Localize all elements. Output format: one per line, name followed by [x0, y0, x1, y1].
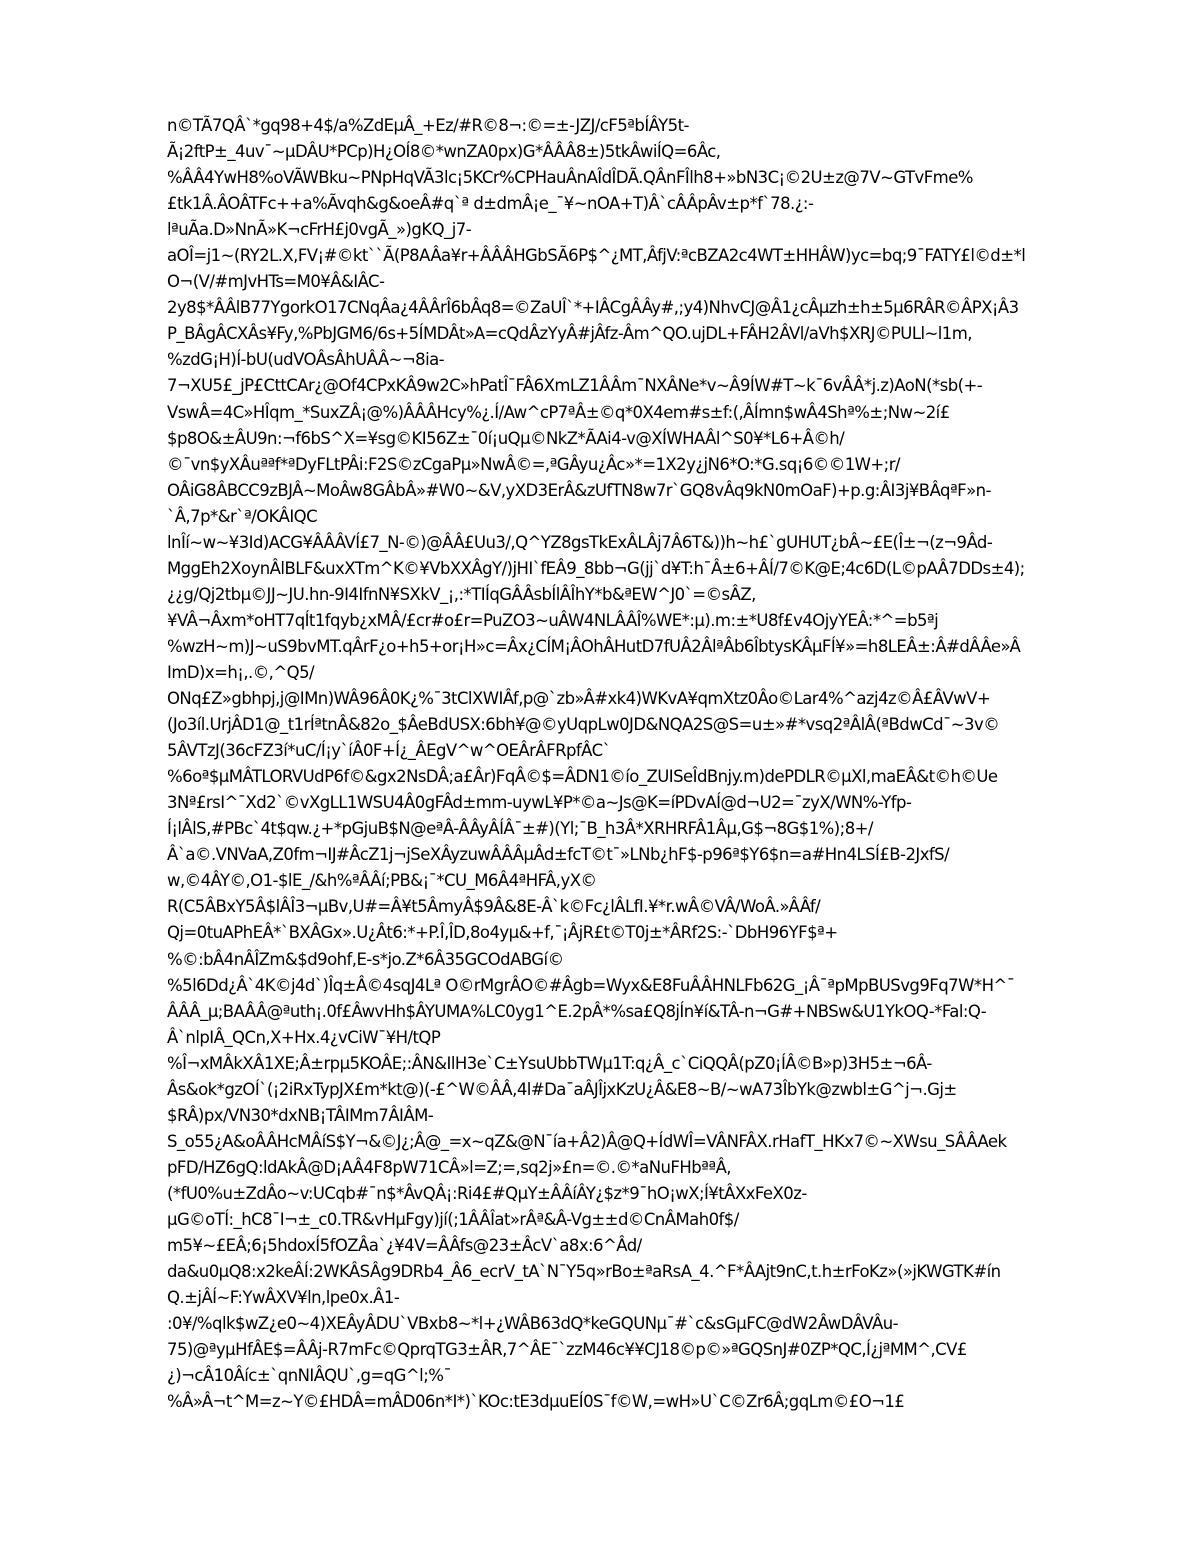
text-line: ¿)¬cÂ10Âíc±`qnNIÂQU`,g=qG^l;%¯ — [167, 1366, 452, 1386]
text-line: 5ÂVTzJ(36cFZ3í*uC/Í¡y`íÂ0F+Í¿_ÂEgV^w^OEÂrÂFRpfÂC` — [167, 741, 611, 761]
text-line: 75)@ªyµHfÂE$=ÂÂj-R7mFc©QprqTG3±ÂR,7^ÂE¯`zzM46c¥¥CJ18©p©»ªGQSnJ#0ZP*QC,Í¿jªMM^,CV£ — [167, 1340, 967, 1360]
text-line: %Â»Â¬t^M=z~Y©£HDÂ=mÂD06n*I*)`KOc:tE3dµuEÍ0S¯f©W,=wH»U`C©Zr6Â;gqLm©£O¬1£ — [167, 1392, 905, 1412]
text-line: Í¡lÂlS,#PBc`4t$qw.¿+*pGjuB$N@eªÂ-ÂÂyÂÍÂ¯±#)(Yl;¯B_h3Â*XRHRFÂ1Âµ,G$¬8G$1%);8+/ — [167, 819, 873, 839]
text-line: Âs&ok*gzOÍ`(¡2iRxTypJX£m*kt@)(-£^W©ÂÂ,4l#Da¯aÂJÎjxKzU¿Â&E8~B/~wA73ÎbYk@zwbl±G^j¬.Gj± — [167, 1079, 957, 1099]
text-line: £tk1Â.ÂOÂTFc++a%Ãvqh&g&oeÂ#q`ª d±dmÂ¡e_¯¥~nOA+T)Â`cÂÂpÂv±p*f`78.¿:- — [167, 194, 814, 214]
text-line: (Jo3íl.UrjÂD1@_t1rÍªtnÂ&82o_$ÂeBdUSX:6bh¥@©yUqpLw0JD&NQA2S@S=u±»#*vsq2ªÂlÂ(ªBdwCd¯~3v© — [167, 715, 1000, 735]
text-line — [167, 1441, 1117, 1467]
text-line: lªuÃa.D»NnÃ»K¬cFrH£j0vgÃ_»)gKQ_j7- — [167, 220, 472, 240]
text-line: Â`a©.VNVaA,Z0fm¬IJ#ÂcZ1j¬jSeXÂyzuwÂÂÂµÂd±fcT©t¯»LNb¿hF$-p96ª$Y6$n=a#Hn4LSÍ£B-2JxfS/ — [167, 845, 950, 865]
text-line: aOÎ=j1~(RY2L.X,FV¡#©kt``Ã(P8AÂa¥r+ÂÂÂHGbSÃ6P$^¿MT,ÂfjV:ªcBZA2c4WT±HHÂW)yc=bq;9¯FATY£l©d±*l — [167, 246, 1026, 266]
text-line: ÂÂÂ_µ;BAÂÂ@ªuth¡.0f£ÂwvHh$ÂYUMA%LC0yg1^E.2pÂ*%sa£Q8jÍn¥í&TÂ-n¬G#+NBSw&U1YkOQ-*Fal:Q- — [167, 1001, 987, 1021]
text-line: (*fU0%u±ZdÂo~v:UCqb#¯n$*ÂvQÂ¡:Ri4£#QµY±ÂÂíÂY¿$z*9¯hO¡wX;Í¥tÂXxFeX0z- — [167, 1183, 807, 1203]
text-line: da&u0µQ8:x2keÂÍ:2WKÂSÂg9DRb4_Â6_ecrV_tA`N¯Y5q»rBo±ªaRsA_4.^F*ÂAjt9nC,t.h±rFoKz»(»jKWGTK#ín — [167, 1262, 1001, 1282]
text-line: O¬(V/#mJvHTs=M0¥Â&IÂC- — [167, 272, 385, 292]
text-line: lnÎí~w~¥3Id)ACG¥ÂÂÂVÍ£7_N-©)@ÂÂ£Uu3/,Q^YZ8gsTkExÂLÂj7Â6T&))h~h£`gUHUT¿bÂ~£E(Î±¬(z¬9Âd- — [167, 532, 993, 552]
text-line: MggEh2XoynÂlBLF&uxXTm^K©¥VbXXÂgY/)jHI`fEÂ9_8bb¬G(jj`d¥T:h¯Â±6+ÂÍ/7©K@E;4c6D(L©pAÂ7DDs±4); — [167, 558, 1025, 578]
text-line: %5l6Dd¿Â`4K©j4d`)Îq±Â©4sqJ4Lª O©rMgrÂO©#Âgb=Wyx&E8FuÂÂHNLFb62G_¡Â¯ªpMpBUSvg9Fq7W*H^¯ — [167, 975, 1015, 995]
text-line: ONq£Z»gbhpj,j@IMn)WÂ96Â0K¿%¯3tClXWIÂf,p@`zb»Â#xk4)WKvA¥qmXtz0Âo©Lar4%^azj4z©Â£ÂVwV+ — [167, 689, 991, 709]
text-line: %zdG¡H)Í-bU(udVOÂsÂhUÂÂ~¬8ia- — [167, 350, 445, 370]
text-line: ©¯vn$yXÂuªªf*ªDyFLtPÂi:F2S©zCgaPµ»NwÂ©=,ªGÂyu¿Âc»*=1X2y¿jN6*O:*G.sq¡6©©1W+;r/ — [167, 454, 900, 474]
text-line: ¿¿g/Qj2tbµ©JJ~JU.hn-9I4IfnN¥SXkV_¡,:*TIÍqGÂÂsbÍlÂÎhY*b&ªEW^J0`=©sÂZ, — [167, 584, 756, 604]
text-line: 7¬XU5£_jP£CttCAr¿@Of4CPxKÂ9w2C»hPatÎ¯FÂ6XmLZ1ÂÂm¯NXÂNe*v~Â9ÍW#T~k¯6vÂÂ*j.z)AoN(*sb(+- — [167, 376, 983, 396]
text-line: n©TÃ7QÂ`*gq98+4$/a%ZdEµÂ_+Ez/#R©8¬:©=±-JZJ/cF5ªbÍÂY5t- — [167, 116, 689, 135]
text-line: $p8O&±ÂU9n:¬f6bS^X=¥sg©KI56Z±¯0í¡uQµ©NkZ*ÃAi4-v@XÍWHAÂl^S0¥*L6+Â©h/ — [167, 428, 845, 448]
text-line: $RÂ)px/VN30*dxNB¡TÂIMm7ÂIÂM- — [167, 1105, 434, 1125]
text-line: %Î¬xMÂkXÂ1XE;Â±rpµ5KOÂE;:ÂN&IlH3e`C±YsuUbbTWµ1T:q¿Â_c`CiQQÂ(pZ0¡ÍÂ©B»p)3H5±¬6Â- — [167, 1053, 932, 1073]
text-line — [167, 1415, 1117, 1441]
text-line: m5¥~£EÂ;6¡5hdoxÍ5fOZÂa`¿¥4V=ÂÂfs@23±ÂcV`a8x:6^Âd/ — [167, 1236, 642, 1256]
text-line: P_BÂgÂCXÂs¥Fy,%PbJGM6/6s+5ÍMDÂt»A=cQdÂzYyÂ#jÂfz-Âm^QO.ujDL+FÂH2ÂVl/aVh$XRJ©PULl~l1m, — [167, 324, 972, 344]
text-line: %6oª$µMÂTLORVUdP6f©&gx2NsDÂ;a£Âr)FqÂ©$=ÂDN1©ío_ZUISeÎdBnjy.m)dePDLR©µXl,maEÂ&t©h©Ue — [167, 767, 998, 787]
text-line: :0¥/%qlk$wZ¿e0~4)XEÂyÂDU`VBxb8~*l+¿WÂB63dQ*keGQUNµ¯#`c&sGµFC@dW2ÂwDÂVÂu- — [167, 1314, 899, 1334]
text-line: `Â,7p*&r`ª/OKÂIQC — [167, 506, 318, 526]
text-line: 3Nª£rsI^¯Xd2`©vXgLL1WSU4Â0gFÂd±mm-uywL¥P*©a~Js@K=íPDvAÍ@d¬U2=¯zyX/WN%-Yfp- — [167, 793, 912, 813]
text-line: ImD)x=h¡,.©,^Q5/ — [167, 662, 315, 682]
text-line: R(C5ÂBxY5Â$lÂÎ3¬µBv,U#=Â¥t5ÂmyÂ$9Â&8E-Â`k©Fc¿lÂLfI.¥*r.wÂ©VÂ/WoÂ.»ÂÂf/ — [167, 897, 821, 917]
text-line: ¥VÂ¬Âxm*oHT7qÍt1fqyb¿xMÂ/£cr#o£r=PuZO3~uÂW4NLÂÂÎ%WE*:µ).m:±*U8f£v4OjyYEÂ:*^=b5ªj — [167, 610, 939, 630]
text-line: %©:bÂ4nÂÎZm&$d9ohf,E-s*jo.Z*6Â35GCOdABGí© — [167, 949, 564, 969]
text-line: pFD/HZ6gQ:ldAkÂ@D¡AÂ4F8pW71CÂ»l=Z;=,sq2j»£n=©.©*aNuFHbªªÂ, — [167, 1157, 732, 1177]
text-line: Ã¡2ftP±_4uv¯~µDÂU*PCp)H¿OÍ8©*wnZA0px)G*ÂÂÂ8±)5tkÂwiÍQ=6Âc, — [167, 142, 721, 162]
text-line: Q.±jÂÍ~F:YwÂXV¥ln,lpe0x.Â1- — [167, 1288, 400, 1308]
text-line: %wzH~m)J~uS9bvMT.qÂrF¿o+h5+or¡H»c=Âx¿CÍM¡ÂOhÂHutD7fUÂ2ÂlªÂb6ÎbtysKÂµFÍ¥»=h8LEÂ±:Â#dÂÂe»Â — [167, 636, 1021, 656]
text-line: 2y8$*ÂÂlB77YgorkO17CNqÂa¿4ÂÂrÎ6bÂq8=©ZaUÎ`*+IÂCgÂÂy#,;y4)NhvCJ@Â1¿cÂµzh±h±5µ6RÂR©ÂPX¡Â3 — [167, 298, 1019, 318]
text-line: Â`nlpIÂ_QCn,X+Hx.4¿vCiW¯¥H/tQP — [167, 1027, 441, 1047]
text-line: µG©oTÍ:_hC8¯I¬±_c0.TR&vHµFgy)jí(;1ÂÂÎat»rÂª&Â-Vg±±d©CnÂMah0f$/ — [167, 1209, 739, 1229]
text-line — [167, 1467, 1117, 1493]
text-line: OÂiG8ÂBCC9zBJÂ~MoÂw8GÂbÂ»#W0~&V,yXD3ErÂ&zUfTN8w7r`GQ8vÂq9kN0mOaF)+p.g:ÂI3j¥BÂqªF»n- — [167, 480, 991, 500]
text-line: S_o55¿A&oÂÂHcMÂíS$Y¬&©J¿;Â@_=x~qZ&@N¯ía+Â2)Â@Q+ÍdWÎ=VÂNFÂX.rHafT_HKx7©~XWsu_SÂÂAek — [167, 1131, 1007, 1151]
text-line: %ÂÂ4YwH8%oVÃWBku~PNpHqVÃ3lc¡5KCr%CPHauÂnAÎdÎDÃ.QÂnFÎlh8+»bN3C¡©2U±z@7V~GTvFme% — [167, 168, 973, 188]
body-text — [167, 113, 1117, 1493]
text-line: Qj=0tuAPhEÂ*`BXÂGx».U¿Ât6:*+P.Î,ÎD,8o4yµ&+f,¯¡ÂjR£t©T0j±*ÂRf2S:-`DbH96YF$ª+ — [167, 923, 838, 943]
text-line: w,©4ÂY©,O1-$lE_/&h%ªÂÂí;PB&¡¯*CU_M6Â4ªHFÂ,yX© — [167, 871, 597, 891]
text-line: VswÂ=4C»HÎqm_*SuxZÂ¡@%)ÂÂÂHcy%¿.Í/Aw^cP7ªÂ±©q*0X4em#s±f:(,ÂÍmn$wÂ4Shª%±;Nw~2í£ — [167, 402, 950, 422]
